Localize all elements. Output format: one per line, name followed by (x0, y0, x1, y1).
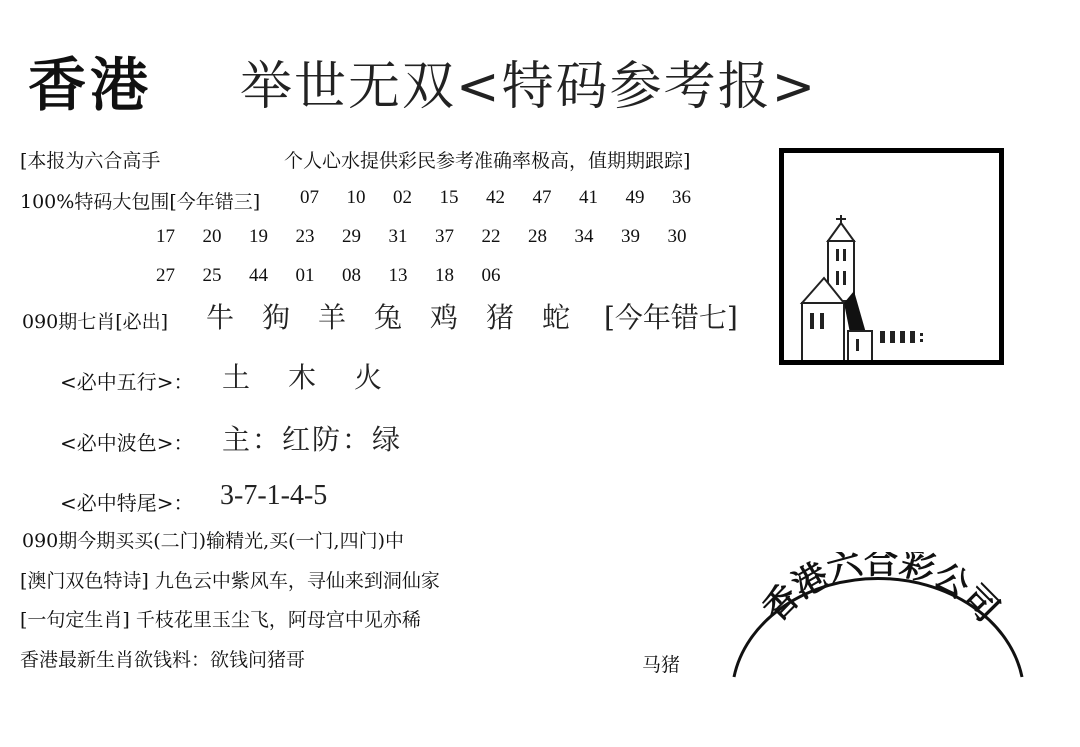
five-element-item: 木 (288, 361, 317, 394)
special-code: 01 (295, 265, 315, 286)
special-code: 20 (202, 226, 222, 247)
special-code: 19 (249, 226, 268, 247)
special-code: 02 (393, 187, 412, 208)
stamp-seal-icon (722, 552, 1032, 692)
zodiac-item: 羊 (318, 301, 347, 334)
special-code: 18 (435, 265, 454, 286)
five-elements-label: <必中五行>： (60, 370, 194, 394)
wave-color-value: 主：红防：绿 (222, 423, 403, 456)
special-code: 15 (439, 187, 459, 208)
note-line-2: [澳门双色特诗] 九色云中紫风车，寻仙来到洞仙家 (20, 570, 440, 592)
special-code: 23 (295, 226, 315, 247)
special-code: 08 (342, 265, 361, 286)
brand-title: 香港 (28, 51, 153, 119)
special-code: 07 (300, 187, 319, 208)
stamp-text: 香港六合彩公司 (755, 552, 1007, 630)
special-codes-row-1 (300, 187, 719, 209)
special-code: 42 (486, 187, 505, 208)
special-code: 36 (672, 187, 691, 208)
page-title: 举世无双<特码参考报> (240, 57, 818, 117)
special-codes-row-3 (156, 265, 528, 287)
zodiac-items (206, 296, 598, 336)
note-line-3: [一句定生肖] 千枝花里玉尘飞，阿母宫中见亦稀 (20, 609, 421, 631)
special-code: 39 (621, 226, 640, 247)
special-code: 31 (388, 226, 408, 247)
zodiac-item: 蛇 (542, 301, 571, 334)
intro-left: [本报为六合高手 (20, 150, 161, 172)
special-code: 17 (156, 226, 175, 247)
zodiac-item: 兔 (374, 301, 403, 334)
special-code: 10 (346, 187, 366, 208)
five-element-item: 火 (354, 361, 383, 394)
picture-frame (779, 148, 1004, 365)
intro-right: 个人心水提供彩民参考准确率极高，值期期跟踪] (284, 150, 691, 172)
note-line-4-answer: 马猪 (642, 654, 681, 676)
special-code: 22 (481, 226, 501, 247)
special-code: 13 (388, 265, 408, 286)
zodiac-label: 090期七肖[必出] (22, 311, 169, 333)
zodiac-item: 猪 (486, 301, 515, 334)
zodiac-item: 狗 (262, 301, 291, 334)
special-codes-row-2 (156, 226, 714, 248)
note-line-4: 香港最新生肖欲钱料：欲钱问猪哥 (20, 649, 306, 671)
five-elements-items (222, 356, 420, 396)
special-code: 27 (156, 265, 175, 286)
special-code: 47 (532, 187, 552, 208)
special-code: 06 (481, 265, 501, 286)
special-tail-label: <必中特尾>： (60, 491, 194, 515)
special-code: 41 (579, 187, 598, 208)
note-line-1: 090期今期买买(二门)输精光,买(一门,四门)中 (22, 530, 404, 552)
special-tail-value: 3-7-1-4-5 (220, 480, 328, 511)
special-code: 25 (202, 265, 222, 286)
church-icon (784, 153, 999, 360)
special-code: 30 (667, 226, 687, 247)
special-code: 49 (625, 187, 645, 208)
zodiac-item: 牛 (206, 301, 235, 334)
svg-text:香港六合彩公司 (755, 552, 1006, 630)
wave-color-label: <必中波色>： (60, 431, 194, 455)
special-code: 28 (528, 226, 547, 247)
special-code: 37 (435, 226, 454, 247)
special-code: 44 (249, 265, 268, 286)
special-codes-label: 100%特码大包围[今年错三] (20, 191, 261, 213)
five-element-item: 土 (222, 361, 251, 394)
special-code: 29 (342, 226, 361, 247)
zodiac-suffix: [今年错七] (604, 301, 738, 334)
special-code: 34 (574, 226, 594, 247)
zodiac-item: 鸡 (430, 301, 459, 334)
company-stamp (722, 552, 1032, 692)
